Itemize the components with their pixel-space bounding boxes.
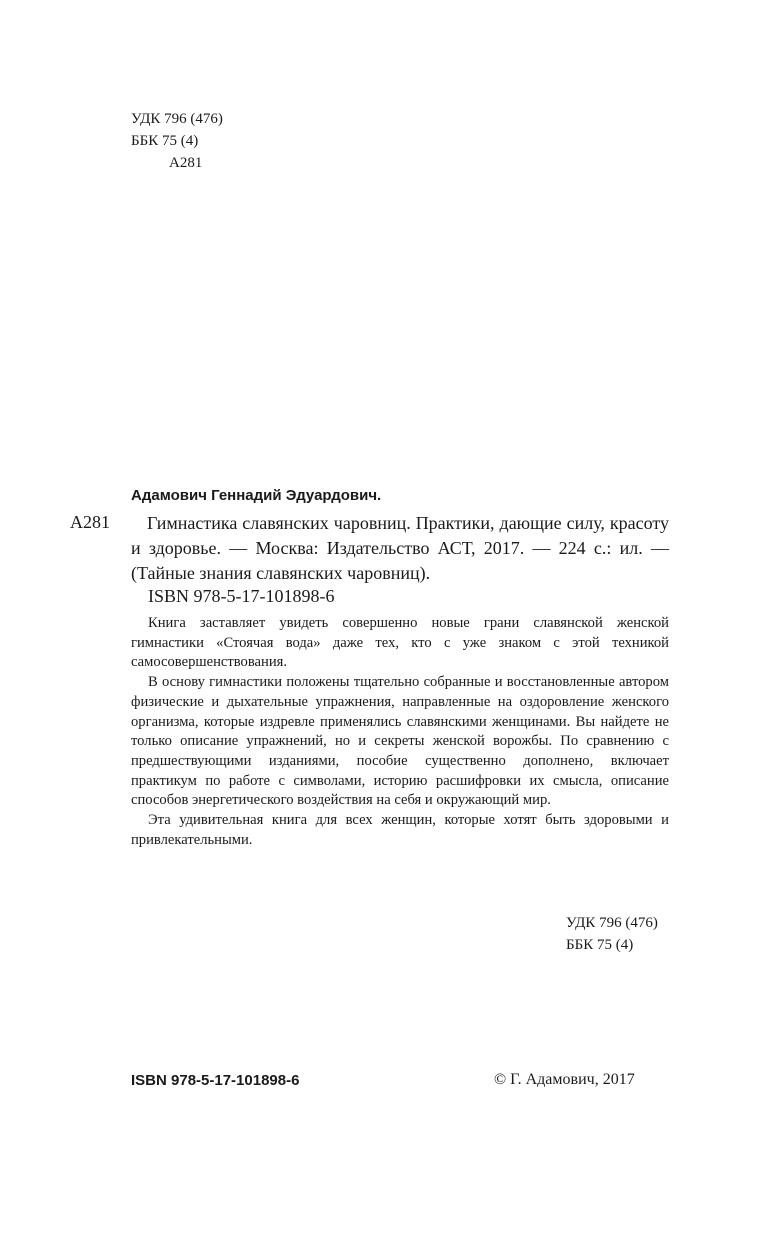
- author-sign-code: А281: [169, 155, 203, 171]
- bbk-code: ББК 75 (4): [566, 937, 634, 953]
- copyright-notice: © Г. Адамович, 2017: [494, 1071, 635, 1088]
- isbn-record: ISBN 978-5-17-101898-6: [148, 586, 335, 606]
- udk-code: УДК 796 (476): [131, 111, 223, 127]
- annotation-paragraph: В основу гимнастики положены тщательно собранные и восстановленные автором физические и дыхательные упражнения, направленные на оздоровление женского организма, которые издревле применялись славянскими женщинами. Вы найдете не только описание упражнений, но и секреты женской ворожбы. По сравнению с предшествующими изданиями, пособие существенно дополнено, включает практикум по работе с символами, историю расшифровки их смысла, описание способов энергетического воздействия на себя и окружающий мир.: [131, 674, 669, 809]
- bibliographic-text: Гимнастика славянских чаровниц. Практики, дающие силу, красоту и здоровье. — Москва: Издательство АСТ, 2017. — 224 с.: ил. — (Тайные знания славянских чаровниц).: [131, 513, 669, 583]
- bibliographic-description: [131, 511, 669, 586]
- annotation-paragraph: Эта удивительная книга для всех женщин, которые хотят быть здоровыми и привлекательными.: [131, 812, 669, 848]
- author-sign-side: А281: [70, 512, 110, 532]
- header-classification-codes: [131, 108, 223, 174]
- udk-code: УДК 796 (476): [566, 915, 658, 931]
- author-name: Адамович Геннадий Эдуардович.: [131, 487, 382, 504]
- annotation-paragraph: Книга заставляет увидеть совершенно новые грани славянской женской гимнастики «Стоячая вода» даже тех, кто с уже знаком с этой техникой самосовершенствования.: [131, 615, 669, 671]
- footer-isbn: ISBN 978-5-17-101898-6: [131, 1072, 300, 1089]
- annotation: [131, 614, 669, 850]
- bottom-classification-codes: [566, 912, 658, 956]
- bbk-code: ББК 75 (4): [131, 133, 199, 149]
